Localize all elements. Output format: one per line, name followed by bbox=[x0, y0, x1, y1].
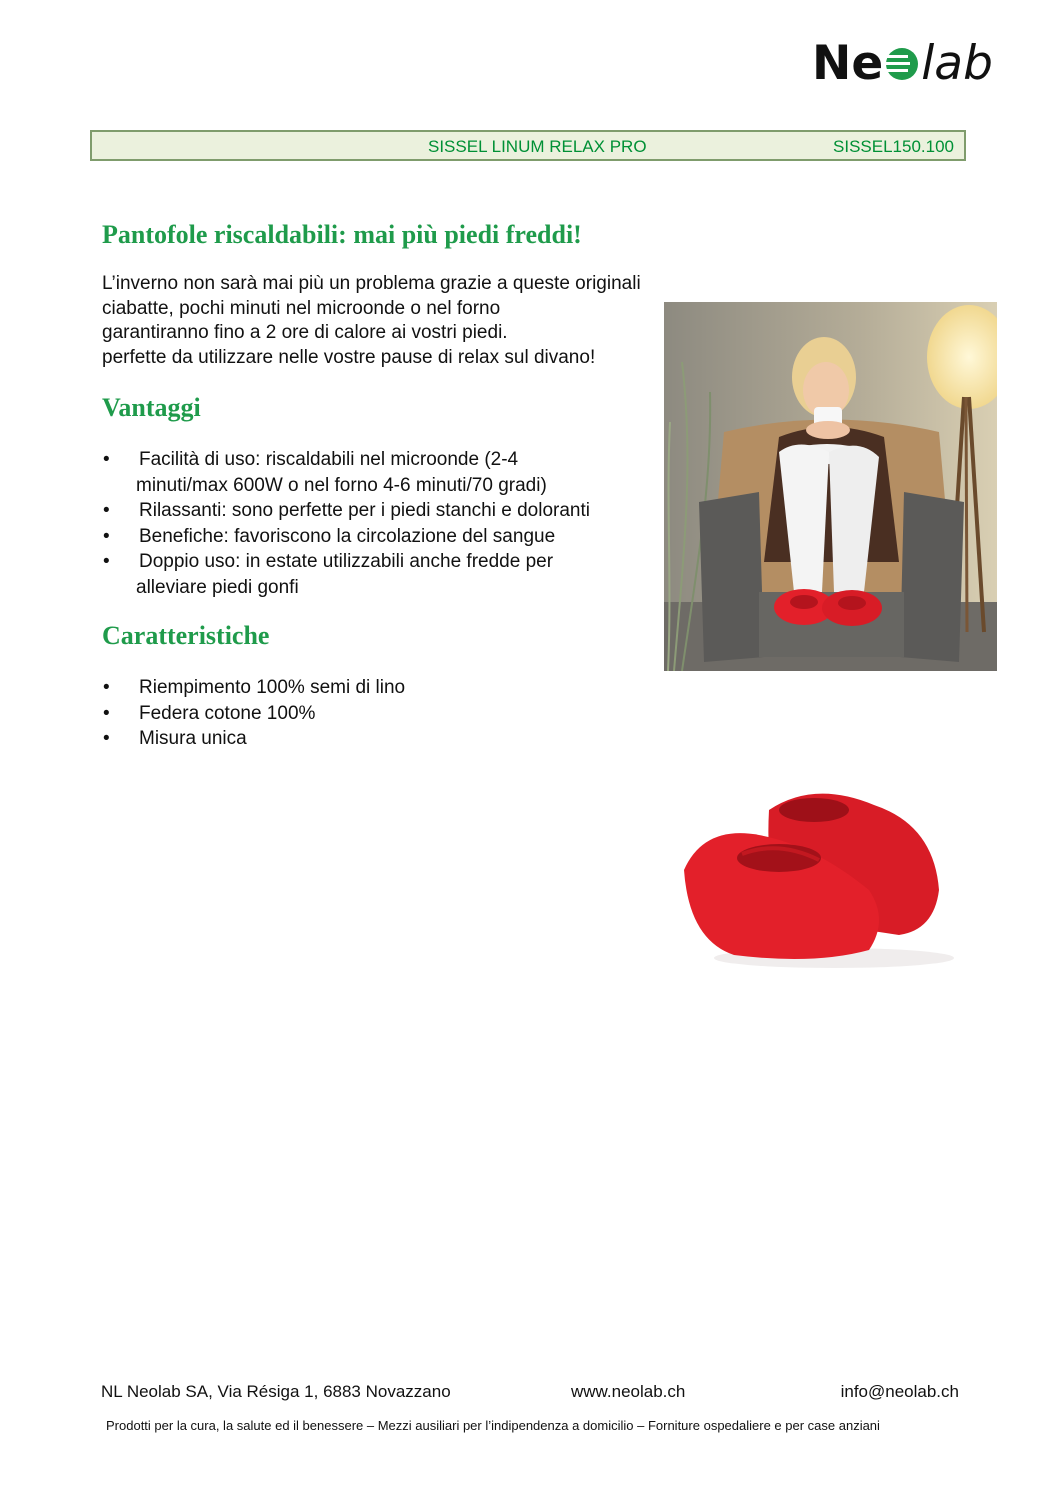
intro-paragraph bbox=[102, 272, 722, 370]
footer-website-link[interactable]: www.neolab.ch bbox=[571, 1382, 686, 1401]
list-item bbox=[102, 726, 405, 752]
vantaggi-list bbox=[102, 447, 590, 600]
list-item bbox=[102, 524, 590, 550]
list-item bbox=[102, 549, 590, 600]
footer-email-link[interactable]: info@neolab.ch bbox=[840, 1382, 959, 1401]
list-item-text: Facilità di uso: riscaldabili nel microonde (2-4 bbox=[139, 449, 519, 470]
intro-line: garantiranno fino a 2 ore di calore ai vostri piedi. bbox=[102, 322, 508, 343]
product-name: SISSEL LINUM RELAX PRO bbox=[428, 137, 647, 156]
caratteristiche-list bbox=[102, 675, 405, 752]
list-item-text-cont: alleviare piedi gonfi bbox=[136, 576, 299, 598]
neolab-logo bbox=[812, 34, 1012, 92]
footer-tagline: Prodotti per la cura, la salute ed il benessere – Mezzi ausiliari per l’indipendenza a domicilio – Forniture ospedaliere e per case anziani bbox=[106, 1418, 880, 1433]
list-item bbox=[102, 675, 405, 701]
intro-line: ciabatte, pochi minuti nel microonde o nel forno bbox=[102, 297, 501, 319]
caratteristiche-heading: Caratteristiche bbox=[102, 621, 270, 650]
vantaggi-heading: Vantaggi bbox=[102, 393, 201, 422]
list-item-text: Rilassanti: sono perfette per i piedi stanchi e doloranti bbox=[139, 500, 590, 521]
intro-line: L’inverno non sarà mai più un problema grazie a queste originali bbox=[102, 273, 641, 294]
list-item bbox=[102, 447, 590, 498]
footer-address: NL Neolab SA, Via Résiga 1, 6883 Novazzano bbox=[101, 1382, 451, 1401]
page-title: Pantofole riscaldabili: mai più piedi freddi! bbox=[102, 220, 582, 249]
logo-text-ne: Ne bbox=[812, 35, 884, 91]
list-item bbox=[102, 498, 590, 524]
list-item bbox=[102, 701, 405, 727]
product-header-bar bbox=[90, 130, 966, 161]
logo-o-icon bbox=[884, 43, 920, 83]
product-code: SISSEL150.100 bbox=[833, 137, 954, 156]
list-item-text: Benefiche: favoriscono la circolazione del sangue bbox=[139, 525, 556, 547]
list-item-text: Federa cotone 100% bbox=[139, 702, 316, 724]
red-slippers-photo bbox=[664, 770, 964, 975]
list-item-text-cont: minuti/max 600W o nel forno 4-6 minuti/70 gradi) bbox=[136, 474, 547, 496]
woman-armchair-photo bbox=[664, 302, 997, 671]
intro-line: perfette da utilizzare nelle vostre pause di relax sul divano! bbox=[102, 346, 596, 368]
list-item-text: Riempimento 100% semi di lino bbox=[139, 677, 406, 698]
list-item-text: Misura unica bbox=[139, 728, 247, 749]
logo-text-lab: lab bbox=[921, 35, 993, 91]
list-item-text: Doppio uso: in estate utilizzabili anche fredde per bbox=[139, 551, 554, 572]
